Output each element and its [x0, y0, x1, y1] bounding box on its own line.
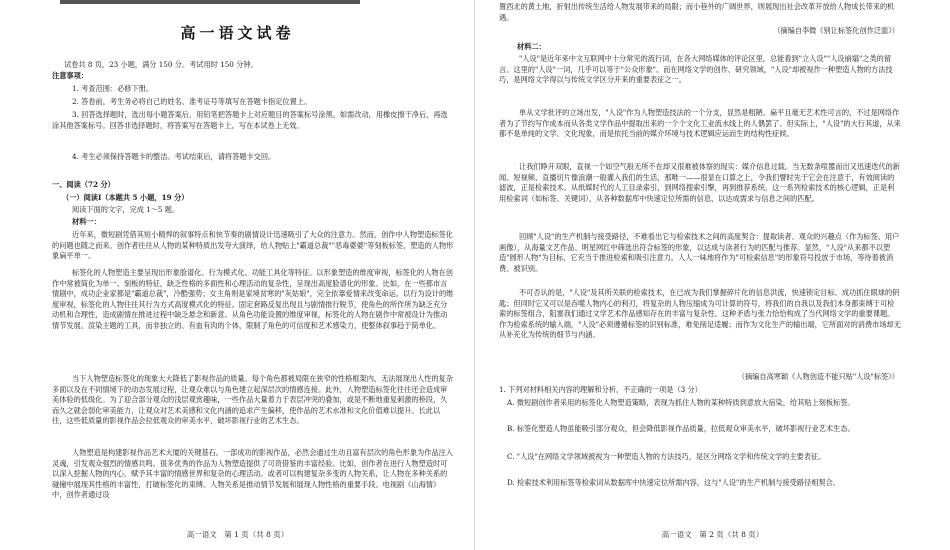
source-citation: （摘编自高寒颖《人物创造不能只贴"人设"标签》）: [737, 372, 899, 381]
page-footer: 高一语文 第 1 页（共 8 页）: [186, 530, 289, 539]
reading-instruction: 阅读下面的文字，完成 1～5 题。: [72, 205, 180, 214]
notice-item: 3. 回答选择题时，选出每小题答案后，用铅笔把答题卡上对应题目的答案标号涂黑。如需改动，用橡皮擦干净后，再选涂其他答案标号。回答非选择题时，将答案写在答题卡上。写在本试卷上无效。: [52, 110, 448, 130]
body-paragraph: 近年来，微短剧凭借其短小精悍的叙事特点和快节奏的剧情设计迅速吸引了大众的注意力。然而，创作中人物塑造标签化的问题也随之而来。创作者往往从人物的某种特质出发夸大演绎，给人物贴上"霸道总裁""恶毒婆婆"等刻板标签，塑造的人物形象扁平单一。: [52, 230, 454, 261]
body-paragraph: 让我们睁开双眼，直视一个如空气般无所不在却又很难被体察的现实：媒介信息过载。当无数条喧嚣而出又迅速迭代的新闻、短视频、直播切片像浪潮一般灌入我们的生活，那唯一——很显在口算之上，令我们譬时先于它会在注意于，有效阅读的滤波，正是检索技术。从纸媒时代的人工目录索引，到网络搜索引擎，再到推荐系统，这一系列检索技术的核心逻辑，正是利用检索词（如标签、关键词），从各种数据库中快速定位所需的信息，以达成需求与信息之间的匹配。: [499, 162, 900, 203]
page-footer: 高一语文 第 2 页（共 8 页）: [661, 530, 764, 539]
body-paragraph: 回顾"人设"的生产机制与接受路径，不难看出它与检索技术之间的高度契合：提取读者、观众的兴趣点（作为标签、用户画像），从海量文艺作品、明星网红中筛选出符合标签的形象，以达成与读者行为的匹配与推荐。显然，"人设"从来都不以塑造"圆形人物"为目标，它充当于推进检索和吸引注意力，人人一味地将作为"可检索信息"的形象符号投放于市场，等待着被消费、被识别。: [499, 232, 900, 273]
notice-item: 2. 答卷前，考生务必将自己的姓名、准考证号等填写在答题卡指定位置上。: [72, 97, 312, 106]
answer-option-d: D. 检索技术利用标签等检索词从数据库中快速定位所需内容，这与"人设"的生产机制与接受路径相契合。: [507, 478, 840, 487]
material-label: 材料二：: [517, 42, 546, 51]
question-stem: 1. 下列对材料相关内容的理解和分析，不正确的一项是（3 分）: [499, 385, 702, 394]
section-heading: 一、阅读（72 分）: [52, 180, 115, 189]
notice-item: 4. 考生必须保持答题卡的整洁。考试结束后，请将答题卡交回。: [72, 152, 276, 161]
notice-heading: 注意事项：: [52, 71, 88, 80]
header-band: [60, 0, 360, 4]
body-paragraph: 当下人物塑造标签化的现象大大降低了影视作品的质量。每个角色都被局限在狭窄的性格框架内，无法展现出人性的复杂多面以及在不同情境下的动态发展过程，让观众难以与角色建立起深层次的情感连接。此外，人物塑造标签化往往还会造成审美体验的低级化。为了迎合部分观众的浅层观赏趣味，一些作品大量着力于表层冲突的叠加，或是不断地重复刺激的桥段，久而久之就会弱化审美能力，让观众对艺术美感和文化内涵的追求产生偏移，使作品的艺术水准和文化价值难以提升。长此以往，这些低质量的影视作品会拉低观众的审美水平，破坏影视行业的艺术生态。: [52, 374, 453, 426]
answer-option-a: A. 微短剧创作者采用的标签化人物塑造策略，表现为抓住人物的某种特质到意放大宿染，给其贴上刻板标签。: [507, 398, 855, 407]
exam-info: 试卷共 8 页，23 小题，满分 150 分。考试用时 150 分钟。: [64, 60, 258, 69]
notice-item: 1. 考查范围：必修下册。: [72, 84, 154, 93]
body-paragraph: 不可否认的是，"人设"及其所关联的检索技术，在已成为我们掌握碎片化的信息洪流，快速锁定目标、成功抓住眼球的钥匙；但同时它又可以是吞噬人物内心的利刃，将复杂的人物压缩成为可计算的符号，将我们的自我以及我们本身都束缚于可检索的标签组合，阻塞我们通过文学艺术作品感知存在的丰富与复杂性。这种矛盾与张力恰恰构成了当代网络文学的重要课题。作为检索系统的输入端，"人设"必须遵循标签的识别标准，难免削足适履；而作为文化生产的输出端，它所面对的消费市场却无从补充化为传统的细节与内涵。: [499, 288, 901, 340]
continued-text: 置西北的黄土地，折射出传统生活给人物发展带来的局限；而小巷外的广阔世界，则展现出社会改革开放给人物成长带来的机遇。: [499, 2, 895, 22]
exam-title: 高一语文试卷: [180, 24, 295, 42]
source-citation: （摘编自李微《别让标签化创作泛滥》）: [773, 26, 899, 35]
answer-option-c: C. "人设"在网络文学领域被视为一种塑造人物的方法技巧，是区分网络文学和传统文学的主要表征。: [507, 452, 826, 461]
subsection-heading: （一）阅读Ⅰ（本题共 5 小题，19 分）: [62, 193, 189, 202]
body-paragraph: "人设"是近年来中文互联网中十分常见的流行词，在各大网络媒体的评论区里，总能看到"立人设""人设崩塌"之类的留言。这里的"人设"一词，几乎可以等于"公众形象"。而在网络文学的创作、研究领域，"人设"却被视作一种塑造人物的方法技巧，是网络文学得以与传统文学区分开来的重要表征之一。: [499, 54, 893, 85]
body-paragraph: 人物塑造是构建影视作品艺术大厦的关键基石。一部成功的影视作品，必然会通过生动且富有层次的角色形象为作品注入灵魂，引发观众强烈的情感共鸣。很多优秀的作品为人物塑造提供了可资借鉴的丰富经验。比如，创作者在进行人物塑造时可以深入挖掘人物的内心，赋予其丰富的情感世界和复杂的心理活动。或者可以构建复杂多变的人物关系，让人物在多种关系的碰撞中展现其性格的丰富性，打破标签化的束缚。人物关系是推动情节发展和展现人物性格的重要手段。电视剧《山海情》中，创作者通过设: [52, 448, 453, 500]
answer-option-b: B. 标签化塑造人物虽能吸引部分观众，但会降低影视作品质量，拉低观众审美水平，破坏影视行业艺术生态。: [507, 424, 855, 433]
body-paragraph: 单从文学批评的立场出发，"人设"作为人物塑造技法的一个分支，显然是粗陋、扁平且毫无艺术性可言的，不过是网络作者为了节约写作成本而从各类文学作品中提取出来的一个个文化工业流水线上的人偶罢了。但实际上，"人设"的大行其道，从来都不是单纯的文学、文化现象，而是依托当前的媒介环境与技术逻辑应运而生的结构性症候。: [499, 108, 901, 139]
material-label: 材料一：: [72, 217, 101, 226]
page-two: [475, 0, 950, 550]
body-paragraph: 标签化的人物塑造主要呈现出形象脸谱化、行为模式化、功能工具化等特征。以形象塑造的维度审视，标签化的人物在创作中常被简化为单一、刻板的特征，缺乏性格的多面性和心理活动的复杂性，呈现出高度脸谱化的形象。比如，在一些都市言情剧中，成功企业家都是"霸道总裁"，冷酷强势；女主角则是家境贫寒的"灰姑娘"，完全依靠爱情来改变命运。以行为设计的维度审视，标签化的人物往往其行为方式高度模式化的特征。固定套路反复出现且与剧情推行脱节，使角色的所作所为缺乏充分动机和合理性，造成剧情在推进过程中缺乏悬念和新意。从角色功能设置的维度审视，标签化的人物在剧作中常被设计为推动情节发展、渲染主题的工具，而非独立的、有血有肉的个体，限制了角色的可信度和艺术感染力，使整体叙事趋于简单化。: [52, 268, 454, 330]
